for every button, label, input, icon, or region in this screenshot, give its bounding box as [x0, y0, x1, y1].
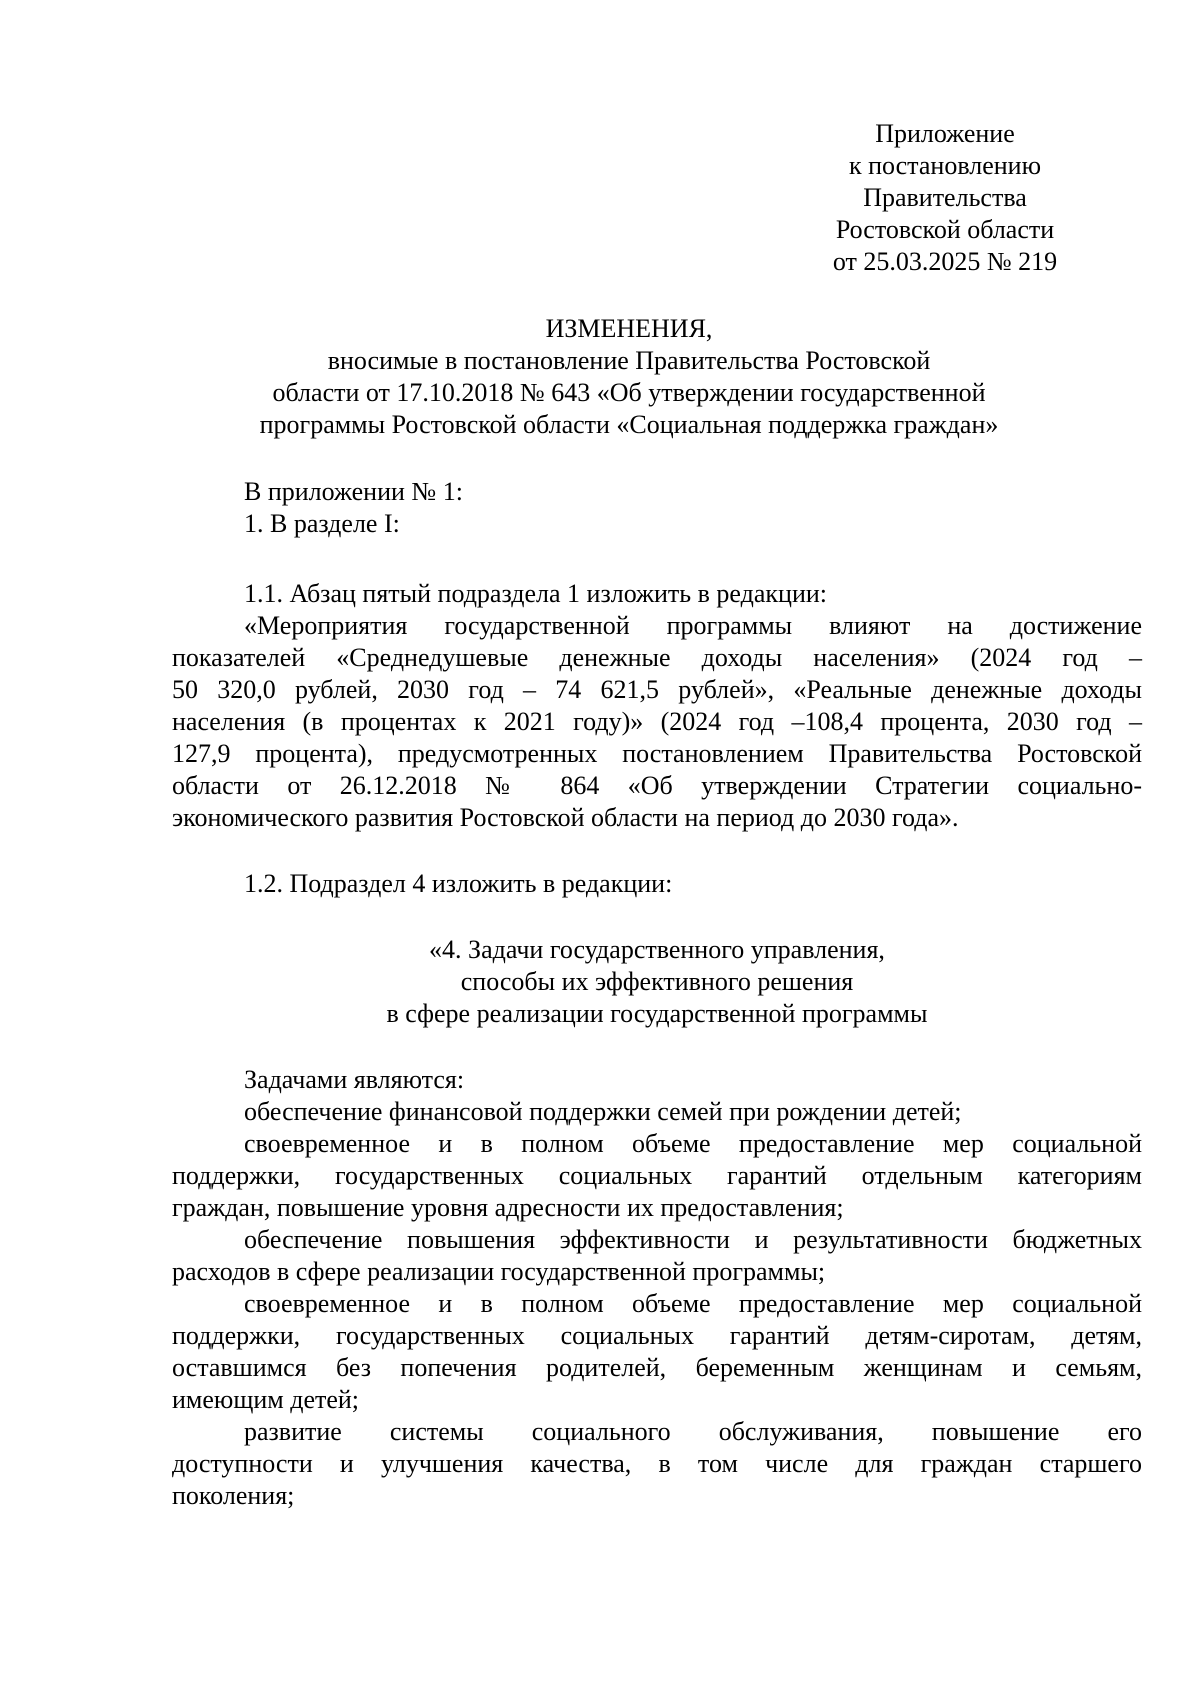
- task-item-line: граждан, повышение уровня адресности их предоставления;: [172, 1193, 844, 1222]
- section-heading: 1.2. Подраздел 4 изложить в редакции:: [244, 869, 673, 898]
- paragraph-line: «Мероприятия государственной программы влияют на достижение: [244, 611, 1142, 640]
- appendix-header: [800, 118, 1090, 278]
- tasks-intro: Задачами являются:: [244, 1065, 465, 1094]
- task-item-line: поддержки, государственных социальных гарантий детям-сиротам, детям,: [172, 1321, 1142, 1350]
- appendix-line: Ростовской области: [835, 215, 1055, 244]
- tasks-list: [172, 1064, 1142, 1512]
- task-item: своевременное и в полном объеме предоставление мер социальной: [244, 1289, 1142, 1318]
- subsection-title: [200, 934, 1114, 1030]
- task-item-line: имеющим детей;: [172, 1385, 360, 1414]
- section-heading: 1.1. Абзац пятый подраздела 1 изложить в редакции:: [244, 579, 827, 608]
- appendix-line: Приложение: [875, 119, 1015, 148]
- subsection-title-line: способы их эффективного решения: [460, 967, 854, 996]
- appendix-date-number: от 25.03.2025 № 219: [832, 247, 1058, 276]
- section-1-1: [172, 578, 1142, 834]
- document-title: [172, 313, 1086, 441]
- title-line: вносимые в постановление Правительства Ростовской: [327, 346, 931, 375]
- title-line: области от 17.10.2018 № 643 «Об утверждении государственной: [272, 378, 986, 407]
- intro-line-appendix: В приложении № 1:: [244, 477, 463, 506]
- task-item-line: поддержки, государственных социальных гарантий отдельным категориям: [172, 1161, 1142, 1190]
- task-item: обеспечение повышения эффективности и результативности бюджетных: [244, 1225, 1142, 1254]
- paragraph-line: населения (в процентах к 2021 году)» (2024 год –108,4 процента, 2030 год –: [172, 707, 1142, 736]
- intro-line-section: 1. В разделе I:: [244, 509, 400, 538]
- task-item: развитие системы социального обслуживания, повышение его: [244, 1417, 1142, 1446]
- paragraph-line: экономического развития Ростовской области на период до 2030 года».: [172, 803, 959, 832]
- appendix-line: к постановлению: [848, 151, 1042, 180]
- task-item: обеспечение финансовой поддержки семей при рождении детей;: [244, 1097, 962, 1126]
- section-1-2: [172, 868, 1142, 900]
- task-item-line: доступности и улучшения качества, в том числе для граждан старшего: [172, 1449, 1142, 1478]
- paragraph-line: области от 26.12.2018 № 864 «Об утверждении Стратегии социально-: [172, 771, 1142, 800]
- task-item-line: поколения;: [172, 1481, 295, 1510]
- appendix-line: Правительства: [863, 183, 1027, 212]
- subsection-title-line: в сфере реализации государственной программы: [386, 999, 928, 1028]
- task-item: своевременное и в полном объеме предоставление мер социальной: [244, 1129, 1142, 1158]
- paragraph-line: 50 320,0 рублей, 2030 год – 74 621,5 рублей», «Реальные денежные доходы: [172, 675, 1142, 704]
- subsection-title-line: «4. Задачи государственного управления,: [429, 935, 885, 964]
- paragraph-line: 127,9 процента), предусмотренных постановлением Правительства Ростовской: [172, 739, 1142, 768]
- title-line: программы Ростовской области «Социальная поддержка граждан»: [259, 410, 999, 439]
- paragraph-line: показателей «Среднедушевые денежные доходы населения» (2024 год –: [172, 643, 1142, 672]
- task-item-line: оставшимся без попечения родителей, беременным женщинам и семьям,: [172, 1353, 1142, 1382]
- title-heading: ИЗМЕНЕНИЯ,: [545, 314, 713, 343]
- intro-block: [172, 476, 1142, 540]
- task-item-line: расходов в сфере реализации государственной программы;: [172, 1257, 826, 1286]
